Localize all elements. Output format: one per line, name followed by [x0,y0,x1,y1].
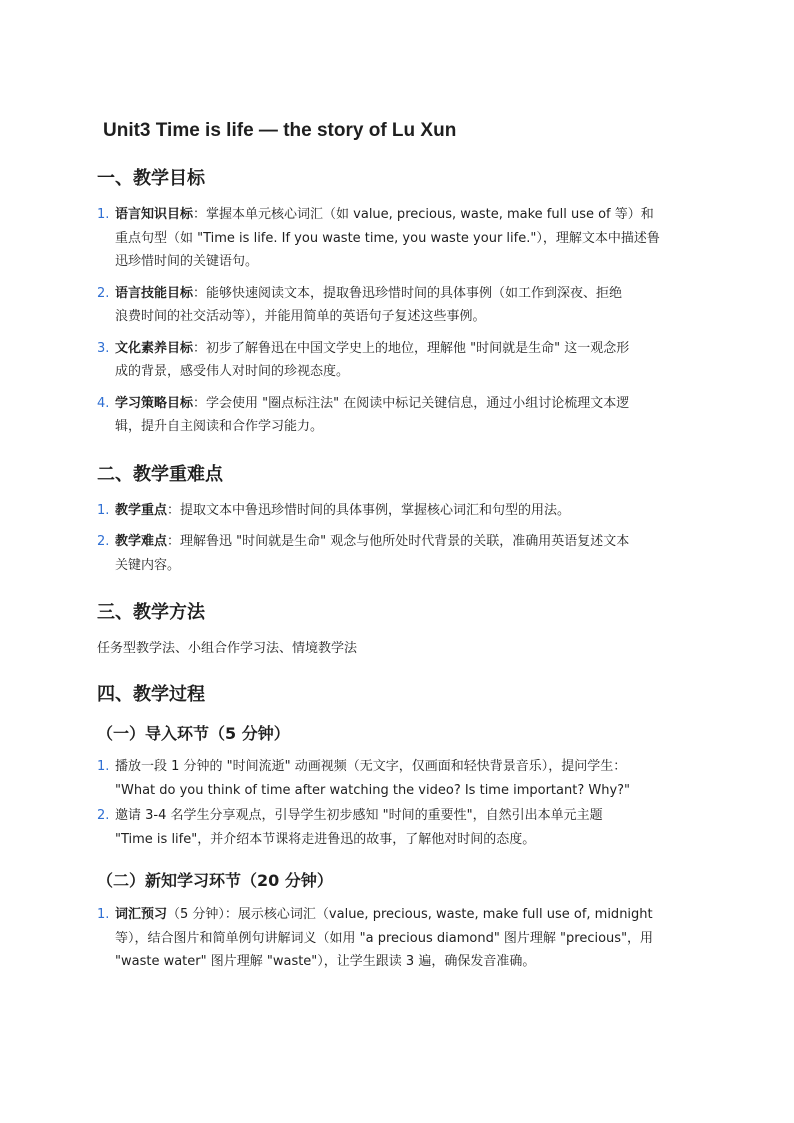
section-heading-methods: 三、教学方法 [97,602,205,623]
section-heading-objectives: 一、教学目标 [97,168,205,189]
list-number: 1. [97,759,110,774]
list-item [97,530,697,577]
item-sep: ： [193,207,207,222]
item-text: "waste water" 图片理解 "waste"），让学生跟读 3 遍，确保发音准确。 [115,954,536,969]
item-sep: ： [193,340,207,356]
section-heading-key-points: 二、教学重难点 [97,463,223,485]
item-text: 邀请 3-4 名学生分享观点，引导学生初步感知 "时间的重要性"，自然引出本单元主题 [115,808,603,823]
document-page [97,118,697,974]
list-number: 1. [97,207,110,222]
intro-list [97,755,697,851]
list-item [97,755,697,802]
list-item [97,203,697,274]
item-lead: 词汇预习 [115,907,168,922]
item-text: 播放一段 1 分钟的 "时间流逝" 动画视频（无文字，仅画面和轻快背景音乐），提问学生： [115,759,627,774]
list-number: 1. [97,502,110,518]
item-text: 重点句型（如 "Time is life. If you waste time, you waste your life."），理解文本中描述鲁 [115,230,660,246]
subsection-heading-intro: （一）导入环节（5 分钟） [97,724,290,743]
item-sep: ： [167,502,181,518]
item-text: 学会使用 "圈点标注法" 在阅读中标记关键信息，通过小组讨论梳理文本逻 [206,395,630,411]
section-heading-process: 四、教学过程 [97,684,205,705]
item-text: 辑，提升自主阅读和合作学习能力。 [115,419,324,434]
item-text: 能够快速阅读文本，提取鲁迅珍惜时间的具体事例（如工作到深夜、拒绝 [206,285,623,301]
item-text: 关键内容。 [115,557,181,573]
item-text: 展示核心词汇（value, precious, waste, make full use of, midnight [237,907,653,922]
list-number: 4. [97,395,110,411]
list-item [97,282,697,329]
item-sep: ： [193,395,207,411]
item-lead: 教学重点 [115,502,168,518]
list-number: 1. [97,907,110,922]
list-number: 2. [97,534,110,549]
item-sep: （5 分钟）： [167,907,238,922]
list-number: 2. [97,808,110,823]
list-item [97,392,697,439]
item-sep: ： [193,285,207,301]
list-number: 2. [97,285,110,301]
item-text: 成的背景，感受伟人对时间的珍视态度。 [115,364,350,379]
item-text: 浪费时间的社交活动等），并能用简单的英语句子复述这些事例。 [115,309,486,324]
item-text: 等），结合图片和简单例句讲解词义（如用 "a precious diamond" 图片理解 "precious"，用 [115,930,654,946]
document-title: Unit3 Time is life — the story of Lu Xun [103,120,457,141]
item-lead: 语言知识目标 [115,207,194,222]
list-item [97,804,697,851]
item-lead: 文化素养目标 [115,340,194,356]
objectives-list [97,203,697,439]
item-text: 初步了解鲁迅在中国文学史上的地位，理解他 "时间就是生命" 这一观念形 [206,340,630,356]
item-text: "Time is life"，并介绍本节课将走进鲁迅的故事，了解他对时间的态度。 [115,831,536,847]
subsection-heading-new-knowledge: （二）新知学习环节（20 分钟） [97,871,333,890]
key-points-list [97,499,697,578]
list-number: 3. [97,340,110,356]
item-text: "What do you think of time after watching the video? Is time important? Why?" [115,782,631,798]
methods-text: 任务型教学法、小组合作学习法、情境教学法 [97,641,358,656]
item-text: 迅珍惜时间的关键语句。 [115,254,259,269]
list-item [97,499,697,523]
item-text: 掌握本单元核心词汇（如 value, precious, waste, make full use of 等）和 [206,207,654,222]
new-knowledge-list [97,903,697,974]
list-item [97,903,697,974]
list-item [97,337,697,384]
item-lead: 教学难点 [115,534,168,549]
item-lead: 学习策略目标 [115,395,194,411]
item-text: 提取文本中鲁迅珍惜时间的具体事例，掌握核心词汇和句型的用法。 [180,502,571,518]
item-lead: 语言技能目标 [115,285,194,301]
item-text: 理解鲁迅 "时间就是生命" 观念与他所处时代背景的关联，准确用英语复述文本 [180,534,630,549]
item-sep: ： [167,534,181,549]
